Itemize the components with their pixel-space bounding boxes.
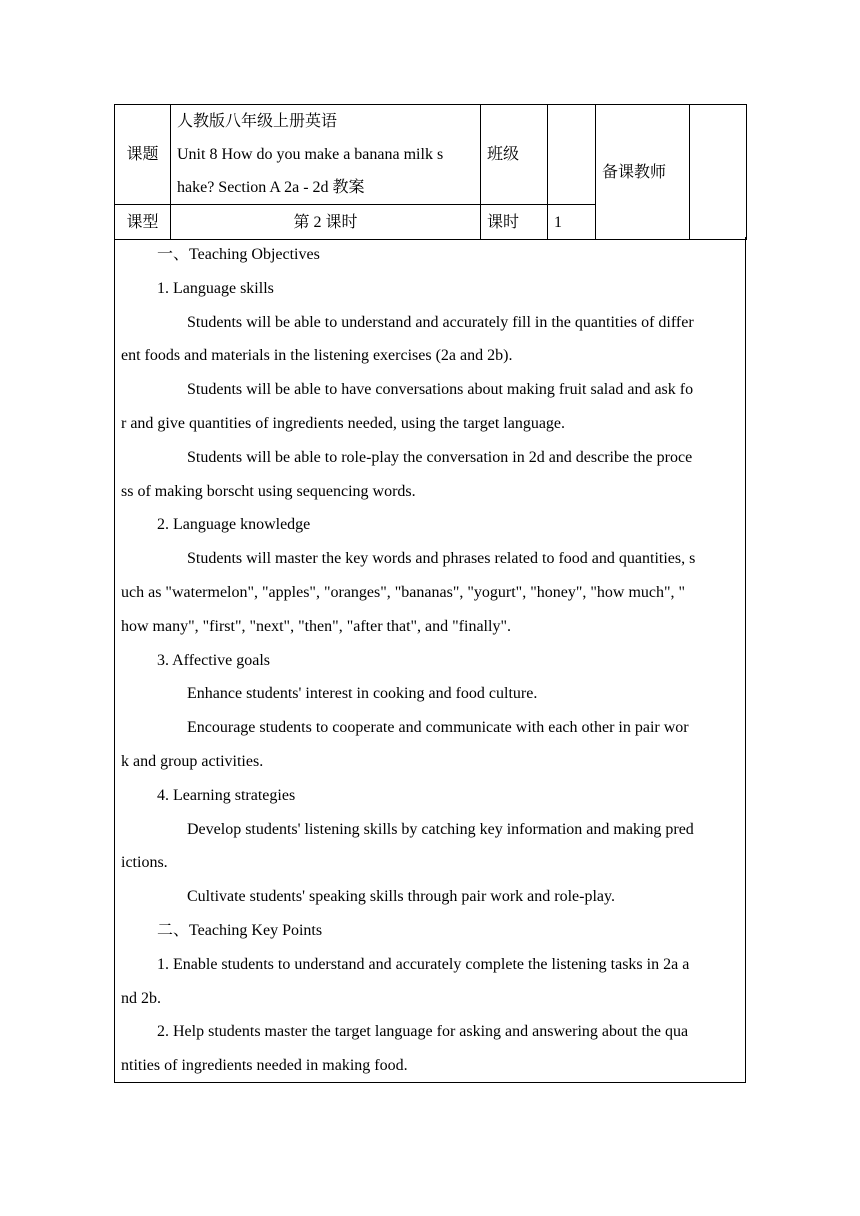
content-line: how many", "first", "next", "then", "after that", and "finally". (121, 617, 511, 635)
content-line: Encourage students to cooperate and communicate with each other in pair wor (187, 719, 689, 737)
content-line: Students will be able to have conversations about making fruit salad and ask fo (187, 381, 694, 399)
period-value: 1 (548, 205, 596, 240)
content-line: nd 2b. (121, 989, 161, 1007)
topic-line: hake? Section A 2a - 2d 教案 (177, 179, 365, 196)
type-value: 第 2 课时 (171, 205, 481, 240)
content-line: 2. Help students master the target language for asking and answering about the qua (157, 1023, 689, 1041)
content-line: 4. Learning strategies (157, 786, 296, 804)
content-line: r and give quantities of ingredients needed, using the target language. (121, 415, 566, 432)
content-line: Cultivate students' speaking skills through pair work and role-play. (187, 888, 615, 906)
lesson-content-box (114, 237, 746, 1083)
teacher-label: 备课教师 (596, 105, 690, 240)
type-label: 课型 (115, 205, 171, 240)
content-line: ntities of ingredients needed in making food. (121, 1057, 408, 1075)
lesson-header-table (114, 104, 747, 240)
content-line: ictions. (121, 854, 168, 872)
content-line: ent foods and materials in the listening exercises (2a and 2b). (121, 347, 513, 365)
content-line: 1. Language skills (157, 279, 274, 297)
content-line: Develop students' listening skills by catching key information and making pred (187, 820, 694, 838)
content-line: uch as "watermelon", "apples", "oranges", "bananas", "yogurt", "honey", "how much", " (121, 584, 686, 601)
topic-label: 课题 (115, 105, 171, 205)
teacher-value (690, 105, 747, 240)
content-line: 二、Teaching Key Points (157, 922, 323, 939)
topic-line: Unit 8 How do you make a banana milk s (177, 146, 444, 163)
content-line: 3. Affective goals (157, 651, 271, 669)
content-line: k and group activities. (121, 753, 264, 770)
topic-line: 人教版八年级上册英语 (177, 113, 338, 130)
content-line: ss of making borscht using sequencing words. (121, 482, 416, 500)
content-line: 一、Teaching Objectives (157, 246, 320, 263)
class-value (548, 105, 596, 205)
content-line: 1. Enable students to understand and accurately complete the listening tasks in 2a a (157, 955, 690, 973)
class-label: 班级 (481, 105, 548, 205)
content-line: Students will be able to role-play the conversation in 2d and describe the proce (187, 448, 693, 466)
topic-value (171, 105, 481, 205)
content-line: Students will be able to understand and accurately fill in the quantities of differ (187, 313, 694, 331)
content-line: Students will master the key words and phrases related to food and quantities, s (187, 550, 696, 568)
content-line: 2. Language knowledge (157, 516, 311, 534)
period-label: 课时 (481, 205, 548, 240)
content-line: Enhance students' interest in cooking and food culture. (187, 685, 538, 703)
